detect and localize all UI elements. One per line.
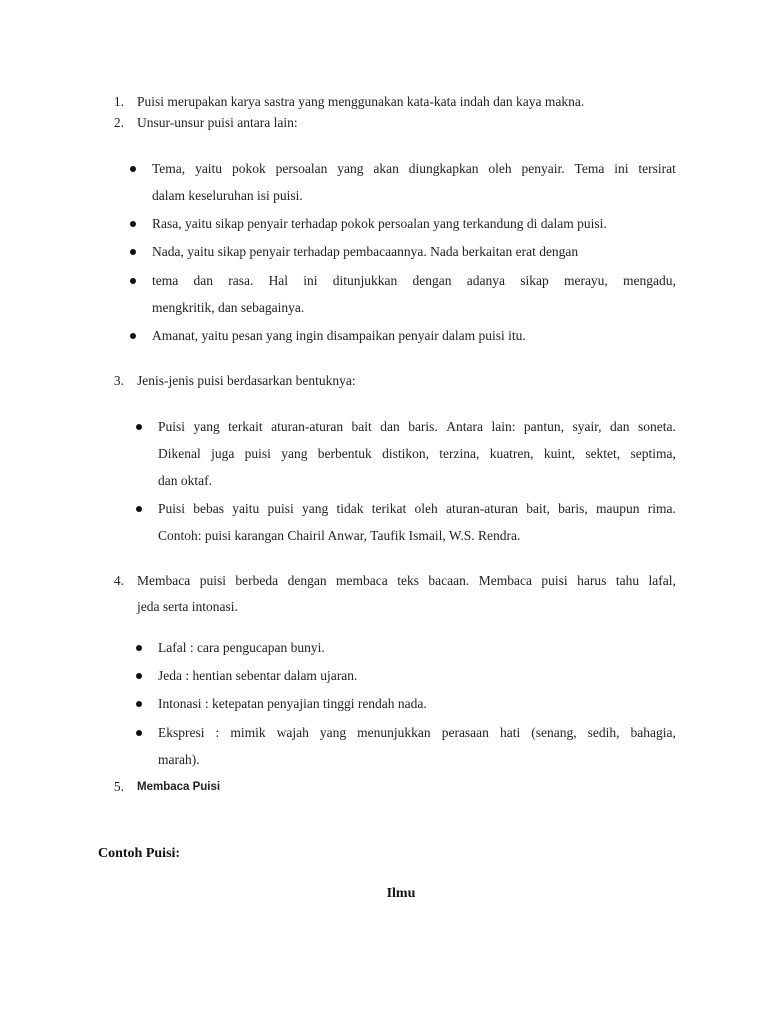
- list-item-text: Unsur-unsur puisi antara lain:: [137, 115, 298, 130]
- list-number: 4.: [113, 573, 124, 588]
- bullet-text: Intonasi : ketepatan penyajian tinggi rendah nada.: [158, 696, 427, 711]
- bullet-icon: [130, 333, 136, 339]
- bullet-text: Puisi yang terkait aturan-aturan bait dan baris. Antara lain: pantun, syair, dan soneta.: [158, 419, 676, 434]
- example-heading: Contoh Puisi:: [98, 846, 181, 861]
- list-number: 1.: [113, 94, 124, 109]
- bullet-icon: [130, 166, 136, 172]
- list-number: 5.: [113, 779, 124, 794]
- bullet-icon: [136, 673, 142, 679]
- bullet-text: marah).: [158, 752, 200, 767]
- bullet-text: Amanat, yaitu pesan yang ingin disampaikan penyair dalam puisi itu.: [152, 328, 526, 343]
- list-item-text: Puisi merupakan karya sastra yang menggunakan kata-kata indah dan kaya makna.: [137, 94, 585, 109]
- bullet-icon: [136, 730, 142, 736]
- list-item-text: Jenis-jenis puisi berdasarkan bentuknya:: [137, 373, 356, 388]
- bullet-icon: [136, 506, 142, 512]
- bullet-text: dalam keseluruhan isi puisi.: [152, 188, 303, 203]
- bullet-text: Lafal : cara pengucapan bunyi.: [158, 640, 325, 655]
- bullet-text: Tema, yaitu pokok persoalan yang akan diungkapkan oleh penyair. Tema ini tersirat: [152, 161, 676, 176]
- bullet-icon: [136, 645, 142, 651]
- bullet-text: Rasa, yaitu sikap penyair terhadap pokok persoalan yang terkandung di dalam puisi.: [152, 216, 607, 231]
- list-item-text: Membaca puisi berbeda dengan membaca teks bacaan. Membaca puisi harus tahu lafal,: [137, 573, 676, 588]
- list-item-text: jeda serta intonasi.: [137, 599, 238, 614]
- bullet-icon: [136, 424, 142, 430]
- bullet-text: Dikenal juga puisi yang berbentuk distikon, terzina, kuatren, kuint, sektet, septima,: [158, 446, 676, 461]
- bullet-text: Contoh: puisi karangan Chairil Anwar, Taufik Ismail, W.S. Rendra.: [158, 528, 521, 543]
- bullet-text: Jeda : hentian sebentar dalam ujaran.: [158, 668, 358, 683]
- bullet-icon: [136, 701, 142, 707]
- bullet-text: tema dan rasa. Hal ini ditunjukkan dengan adanya sikap merayu, mengadu,: [152, 273, 676, 288]
- list-number: 3.: [113, 373, 124, 388]
- poem-title: Ilmu: [386, 886, 416, 901]
- bullet-text: Ekspresi : mimik wajah yang menunjukkan perasaan hati (senang, sedih, bahagia,: [158, 725, 676, 740]
- bullet-icon: [130, 221, 136, 227]
- bullet-text: Puisi bebas yaitu puisi yang tidak terikat oleh aturan-aturan bait, baris, maupun rima.: [158, 501, 676, 516]
- bullet-text: dan oktaf.: [158, 473, 212, 488]
- bullet-text: mengkritik, dan sebagainya.: [152, 300, 305, 315]
- bullet-text: Nada, yaitu sikap penyair terhadap pembacaannya. Nada berkaitan erat dengan: [152, 244, 579, 259]
- list-number: 2.: [113, 115, 124, 130]
- list-item-text: Membaca Puisi: [137, 781, 221, 793]
- bullet-icon: [130, 278, 136, 284]
- bullet-icon: [130, 249, 136, 255]
